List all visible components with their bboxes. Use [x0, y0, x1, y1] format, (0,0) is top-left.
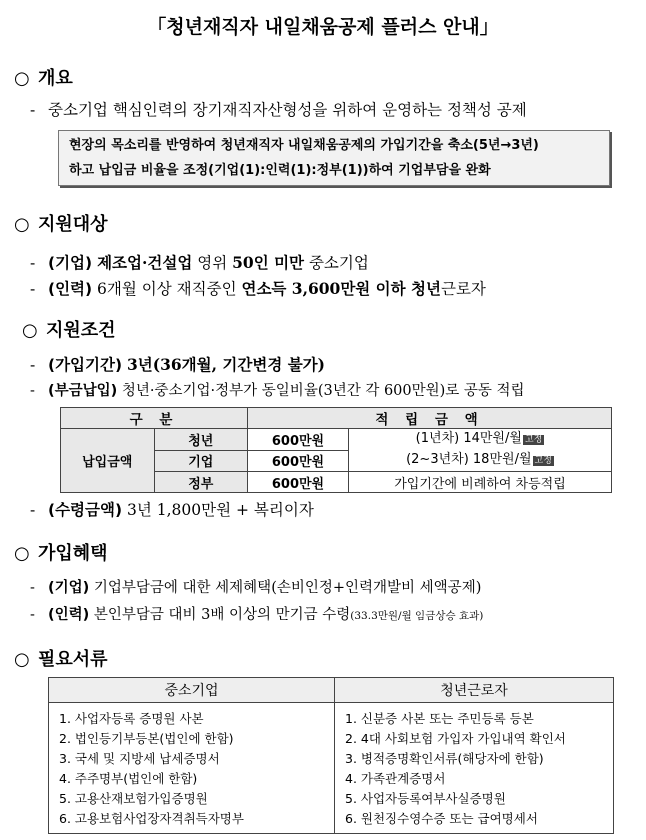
overview-line: - 중소기업 핵심인력의 장기재직자산형성을 위하여 운영하는 정책성 공제 — [30, 101, 527, 119]
note-cell: 가입기간에 비례하여 차등적립 — [349, 472, 612, 493]
benefits-person-line: - (인력) 본인부담금 대비 3배 이상의 만기금 수령(33.3만원/월 임금상승 효과) — [30, 607, 484, 623]
who-cell: 정부 — [154, 472, 248, 493]
list-item: 1. 신분증 사본 또는 주민등록 등본 — [345, 711, 534, 726]
overview-note-box: 현장의 목소리를 반영하여 청년재직자 내일채움공제의 가입기간을 축소(5년→3년) 하고 납입금 비율을 조정(기업(1):인력(1):정부(1))하여 기업부담을 완화 — [58, 130, 610, 186]
target-person-line: - (인력) 6개월 이상 재직중인 연소득 3,600만원 이하 청년근로자 — [30, 279, 486, 298]
payment-table — [60, 407, 612, 493]
who-cell: 기업 — [154, 450, 248, 472]
fixed-badge: 고정 — [524, 435, 543, 445]
list-item: 3. 병적증명확인서류(해당자에 한함) — [345, 751, 544, 766]
list-item: 2. 법인등기부등본(법인에 한함) — [59, 731, 234, 746]
company-docs-list — [49, 703, 335, 834]
documents-table — [48, 677, 614, 834]
list-item: 5. 사업자등록여부사실증명원 — [345, 791, 506, 806]
amount-cell: 600만원 — [248, 472, 349, 493]
list-item: 4. 주주명부(법인에 한함) — [59, 771, 198, 786]
amount-cell: 600만원 — [248, 429, 349, 451]
section-documents-heading: ○ 필요서류 — [14, 649, 108, 670]
circle-bullet-icon: ○ — [14, 543, 30, 564]
circle-bullet-icon: ○ — [14, 68, 30, 89]
group-cell: 납입금액 — [61, 429, 155, 493]
list-item: 3. 국세 및 지방세 납세증명서 — [59, 751, 220, 766]
circle-bullet-icon: ○ — [14, 649, 30, 670]
section-conditions-heading: ○ 지원조건 — [22, 320, 116, 341]
list-item: 4. 가족관계증명서 — [345, 771, 446, 786]
amount-cell: 600만원 — [248, 450, 349, 472]
section-overview-heading: ○ 개요 — [14, 68, 73, 89]
section-benefits-heading: ○ 가입혜택 — [14, 543, 108, 564]
list-item: 5. 고용산재보험가입증명원 — [59, 791, 208, 806]
list-item: 2. 4대 사회보험 가입자 가입내역 확인서 — [345, 731, 566, 746]
col-header-company: 중소기업 — [49, 678, 335, 703]
benefits-company-line: - (기업) 기업부담금에 대한 세제혜택(손비인정+인력개발비 세액공제) — [30, 580, 482, 596]
page-title: 「청년재직자 내일채움공제 플러스 안내」 — [147, 16, 499, 38]
table-header: 구 분 — [61, 408, 248, 429]
list-item: 6. 고용보험사업장자격취득자명부 — [59, 811, 244, 826]
conditions-period-line: - (가입기간) 3년(36개월, 기간변경 불가) — [30, 355, 325, 374]
list-item: 6. 원천징수영수증 또는 급여명세서 — [345, 811, 538, 826]
conditions-payment-line: - (부금납입) 청년·중소기업·정부가 동일비율(3년간 각 600만원)로 공동 적립 — [30, 383, 525, 399]
conditions-receive-line: - (수령금액) 3년 1,800만원 + 복리이자 — [30, 501, 314, 519]
circle-bullet-icon: ○ — [22, 320, 38, 341]
youth-docs-list — [335, 703, 614, 834]
list-item: 1. 사업자등록 증명원 사본 — [59, 711, 204, 726]
fixed-badge: 고정 — [534, 456, 552, 466]
table-header: 적 립 금 액 — [248, 408, 612, 429]
schedule-cell: (1년차) 14만원/월 고정 (2~3년차) 18만원/월 고정 — [349, 429, 612, 472]
who-cell: 청년 — [154, 429, 248, 451]
target-company-line: - (기업) 제조업·건설업 영위 50인 미만 중소기업 — [30, 253, 369, 272]
circle-bullet-icon: ○ — [14, 214, 30, 235]
col-header-youth: 청년근로자 — [335, 678, 614, 703]
section-target-heading: ○ 지원대상 — [14, 214, 108, 235]
